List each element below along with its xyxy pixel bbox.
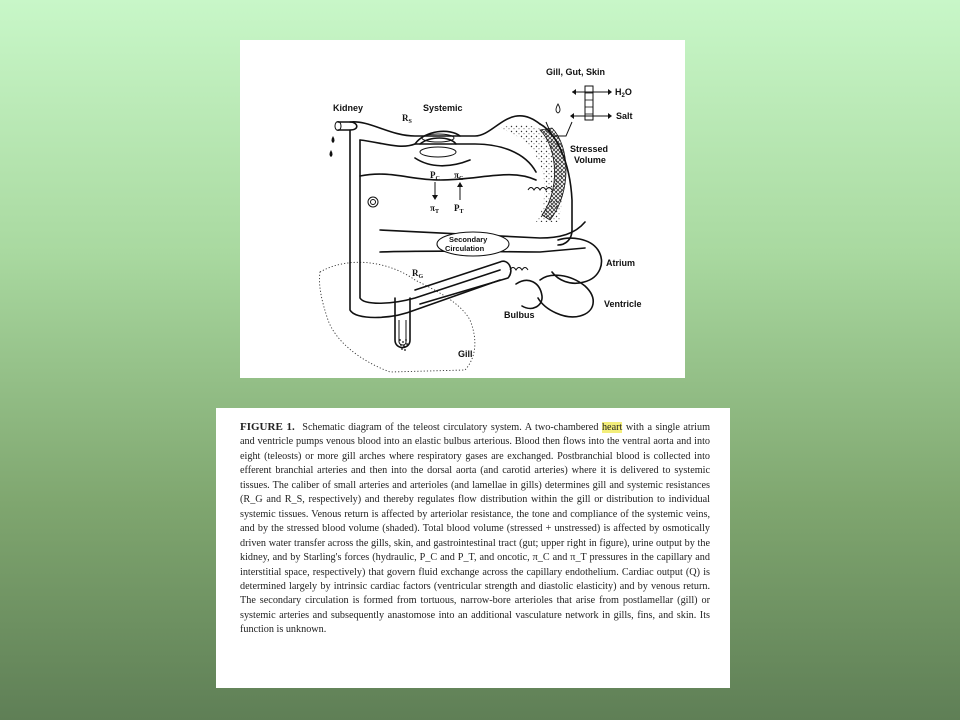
label-bulbus: Bulbus — [504, 310, 535, 320]
caption-panel — [216, 408, 730, 688]
label-rg: $R_G$ — [412, 268, 424, 280]
label-stressed: Stressed — [570, 144, 609, 154]
label-pc: $P_C$ — [430, 170, 440, 182]
pt-arrow-head — [457, 182, 463, 187]
diagram-panel — [240, 40, 685, 378]
label-circulation: Circulation — [445, 244, 485, 253]
label-systemic: Systemic — [423, 103, 463, 113]
label-secondary: Secondary — [449, 235, 488, 244]
caption-text-after: with a single atrium and ventricle pumps venous blood into an elastic bulbus arterious. Blood then flows into the ventral aorta and into eight (teleosts) or more gill arches where respiratory gases are exchanged. Postbranchial blood is collected into efferent branchial arteries and then into the dorsal aorta (and carotid arteries) where it is delivered to systemic tissues. The caliber of small arteries and arterioles (and lamellae in gills) determines gill and systemic resistances (R_G and R_S, respectively) and thereby regulates flow distribution within the gill or distribution to individual systemic tissues. Venous return is affected by arteriolar resistance, the tone and compliance of the systemic veins, and by the stressed blood volume (shaded). Total blood volume (stressed + unstressed) is affected by osmotically driven water transfer across the gills, skin, and gastrointestinal tract (gut; upper right in figure), urine output by the kidney, and by Starling's forces (hydraulic, P_C and P_T, and oncotic, π_C and π_T pressures in the capillary and interstitial space, respectively) that govern fluid exchange across the capillary endothelium. Cardiac output (Q) is determined largely by intrinsic cardiac factors (ventricular strength and diastolic elasticity) and by venous return. The secondary circulation is formed from tortuous, narrow-bore arterioles that arise from postlamellar (gill) or systemic arteries and subsequently anastomose into an additional vasculature network in gills, fins, and skin. Its function is unknown. — [240, 422, 711, 636]
label-h2o: $H_2O$ — [615, 87, 632, 99]
caption-highlight-heart: heart — [601, 422, 623, 433]
gill-arch-inner — [399, 320, 406, 345]
label-rs: $R_S$ — [402, 113, 412, 125]
capillary-bed-lower — [360, 158, 536, 180]
pc-arrow-head — [432, 195, 438, 200]
h2o-arrow-head-left — [572, 89, 576, 95]
bulbus — [516, 280, 542, 308]
label-gill-gut-skin: Gill, Gut, Skin — [546, 67, 606, 77]
label-pi-c: $\pi_C$ — [454, 170, 464, 182]
kidney-outlet — [335, 122, 341, 131]
label-atrium: Atrium — [606, 258, 635, 268]
systemic-artery-lower — [350, 130, 500, 318]
urine-drop — [330, 150, 333, 157]
h2o-arrow-head-right — [608, 89, 612, 95]
label-gill: Gill — [458, 349, 473, 359]
spiral-loop — [368, 197, 378, 207]
salt-arrow-head-right — [608, 113, 612, 119]
caption-text-before: Schematic diagram of the teleost circulatory system. A two-chambered — [302, 422, 599, 433]
figure-caption — [240, 420, 710, 638]
systemic-vein-shading — [498, 125, 562, 222]
label-pi-t: $\pi_T$ — [430, 203, 439, 215]
spiral-loop-inner — [371, 200, 376, 205]
label-ventricle: Ventricle — [604, 299, 642, 309]
circulatory-diagram — [240, 40, 685, 378]
label-salt: Salt — [616, 111, 633, 121]
ventral-coil — [510, 268, 528, 271]
salt-arrow-head-left — [570, 113, 574, 119]
label-volume: Volume — [574, 155, 606, 165]
gill-arch — [395, 298, 410, 348]
caption-label: FIGURE 1. — [240, 421, 295, 433]
gut-drop — [556, 104, 560, 113]
label-kidney: Kidney — [333, 103, 364, 113]
label-pt: $P_T$ — [454, 203, 464, 215]
gut-membrane — [585, 86, 593, 120]
urine-drop — [332, 136, 335, 143]
capillary-lamella — [420, 147, 456, 157]
